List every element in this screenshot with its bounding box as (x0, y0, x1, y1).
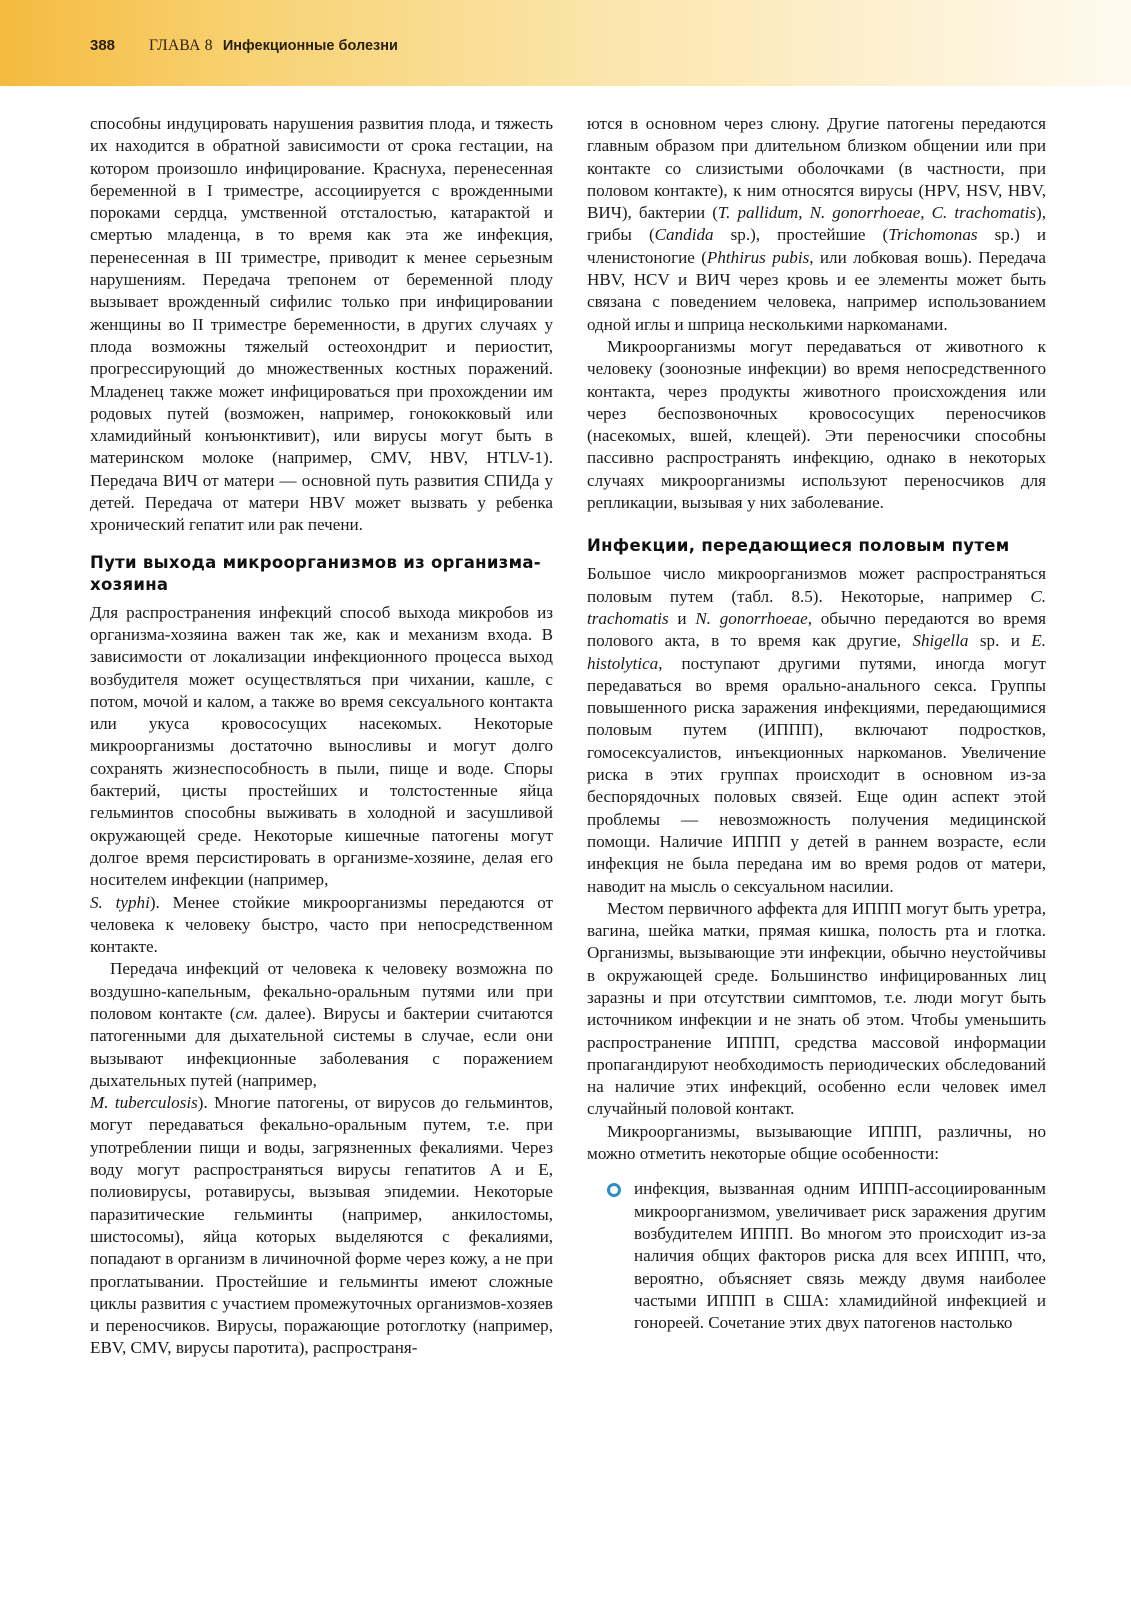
page-number: 388 (90, 37, 116, 54)
bullet-circle-icon (607, 1183, 621, 1197)
paragraph: ются в основном через слюну. Другие патогены передаются главным образом при длительном близком общении или при контакте со слизистыми оболочками (в частности, при половом контакте), к ним относятся вирусы (HPV, HSV, HBV, ВИЧ), бактерии (T. pallidum, N. gonorrhoeae, C. trachomatis), грибы (Candida sp.), простейшие (Trichomonas sp.) и членистоногие (Phthirus pubis, или лобковая вошь). Передача HBV, HCV и ВИЧ через кровь и ее элементы может быть связана с поведением человека, например использованием одной иглы и шприца несколькими наркоманами. (587, 114, 1047, 334)
paragraph: Местом первичного аффекта для ИППП могут быть уретра, вагина, шейка матки, прямая кишка, полость рта и глотка. Организмы, вызывающие эти инфекции, обычно неустойчивы в окружающей среде. Большинство инфицированных лиц заразны и при отсутствии симптомов, т.е. люди могут быть источником инфекции и не знать об этом. Чтобы уменьшить распространение ИППП, средства массовой информации пропагандируют необходимость периодических обследований на наличие этих инфекций, особенно если человек имел случайный половой контакт. (587, 898, 1046, 1119)
paragraph: способны индуцировать нарушения развития плода, и тяжесть их находится в обратной зависимости от срока гестации, на котором произошло инфицирование. Краснуха, перенесенная беременной в I триместре, ассоциируется с врожденными пороками сердца, умственной отсталостью, катарактой и смертью младенца, в то время как эта же инфекция, перенесенная в III триместре, приводит к менее серьезным нарушениям. Передача трепонем от беременной плоду вызывает врожденный сифилис только при инфицировании женщины во II триместре беременности, в других случаях у плода возможны тяжелый остеохондрит и периостит, прогрессирующий до множественных костных поражений. Младенец также может инфицироваться при прохождении им родовых путей (возможен, например, гонококковый или хламидийный конъюнктивит), или вирусы могут быть в материнском молоке (например, CMV, HBV, HTLV-1). Передача ВИЧ от матери — основной путь развития СПИДа у детей. Передача от матери HBV может вызвать у ребенка хронический гепатит или рак печени. (90, 114, 553, 535)
running-head (90, 37, 398, 57)
list-item: инфекция, вызванная одним ИППП-ассоциированным микроорганизмом, увеличивает риск заражения другим возбудителем ИППП. Во многом это происходит из-за наличия общих факторов риска для всех ИППП, что, вероятно, объясняет связь между двумя наиболее частыми ИППП в США: хламидийной инфекцией и гонореей. Сочетание этих двух патогенов настолько (587, 1178, 1046, 1334)
paragraph: Передача инфекций от человека к человеку возможна по воздушно-капельным, фекально-оральным путями или при половом контакте (см. далее). Вирусы и бактерии считаются патогенными для дыхательной системы в случае, если они вызывают инфекционные заболевания с поражением дыхательных путей (например, M. tuberculosis). Многие патогены, от вирусов до гельминтов, могут передаваться фекально-оральным путем, т.е. при употреблении пищи и воды, загрязненных фекалиями. Через воду могут распространяться вирусы гепатитов A и E, полиовирусы, ротавирусы, вызывая эпидемии. Некоторые паразитические гельминты (например, анкилостомы, шистосомы), яйца которых выделяются с фекалиями, попадают в организм в личиночной форме через кожу, а не при проглатывании. Простейшие и гельминты имеют сложные циклы развития с участием промежуточных организмов-хозяев и переносчиков. Вирусы, поражающие ротоглотку (например, EBV, CMV, вирусы паротита), распространя- (90, 959, 554, 1358)
header-band (0, 0, 1131, 86)
section-heading-sti: Инфекции, передающиеся половым путем (587, 536, 1010, 556)
bullet-list (587, 1178, 1046, 1334)
left-column (90, 113, 553, 1360)
paragraph: Микроорганизмы, вызывающие ИППП, различны, но можно отметить некоторые общие особенности: (587, 1121, 1046, 1164)
right-column (587, 113, 1046, 1334)
section-heading-exit-routes: Пути выхода микроорганизмов из организма-хозяина (90, 552, 541, 594)
paragraph: Большое число микроорганизмов может распространяться половым путем (табл. 8.5). Некоторые, например C. trachomatis и N. gonorrhoeae, обычно передаются во время полового акта, в то время как другие, Shigella sp. и E. histolytica, поступают другими путями, иногда могут передаваться во время орально-анального секса. Группы повышенного риска заражения инфекциями, передающимися половым путем (ИППП), включают подростков, гомосексуалистов, инъекционных наркоманов. Увеличение риска в этих группах происходит в основном из-за беспорядочных половых связей. Еще один аспект этой проблемы — невозможность получения медицинской помощи. Наличие ИППП у детей в раннем возрасте, если инфекция не была передана им во время родов от матери, наводит на мысль о сексуальном насилии. (587, 564, 1046, 896)
paragraph: Микроорганизмы могут передаваться от животного к человеку (зоонозные инфекции) во время непосредственного контакта, через продукты животного происхождения или через беспозвоночных кровососущих переносчиков (насекомых, вшей, клещей). Эти переносчики способны пассивно распространять инфекцию, однако в некоторых случаях микроорганизмы используют переносчиков для репликации, вызывая у них заболевание. (587, 336, 1046, 513)
chapter-label: ГЛАВА 8 (149, 37, 213, 54)
chapter-title: Инфекционные болезни (222, 38, 398, 54)
paragraph: Для распространения инфекций способ выхода микробов из организма-хозяина важен так же, как и механизм входа. В зависимости от локализации инфекционного процесса выход возбудителя может осуществляться при чихании, кашле, с потом, мочой и калом, а также во время сексуального контакта или укуса кровососущих насекомых. Некоторые микроорганизмы достаточно выносливы и могут долго сохранять жизнеспособность в пыли, пище и воде. Споры бактерий, цисты простейших и толстостенные яйца гельминтов способны выживать в холодной и засушливой окружающей среде. Некоторые кишечные патогены могут долгое время персистировать в организме-хозяине, делая его носителем инфекции (например, S. typhi). Менее стойкие микроорганизмы передаются от человека к человеку быстро, часто при непосредственном контакте. (90, 602, 553, 957)
